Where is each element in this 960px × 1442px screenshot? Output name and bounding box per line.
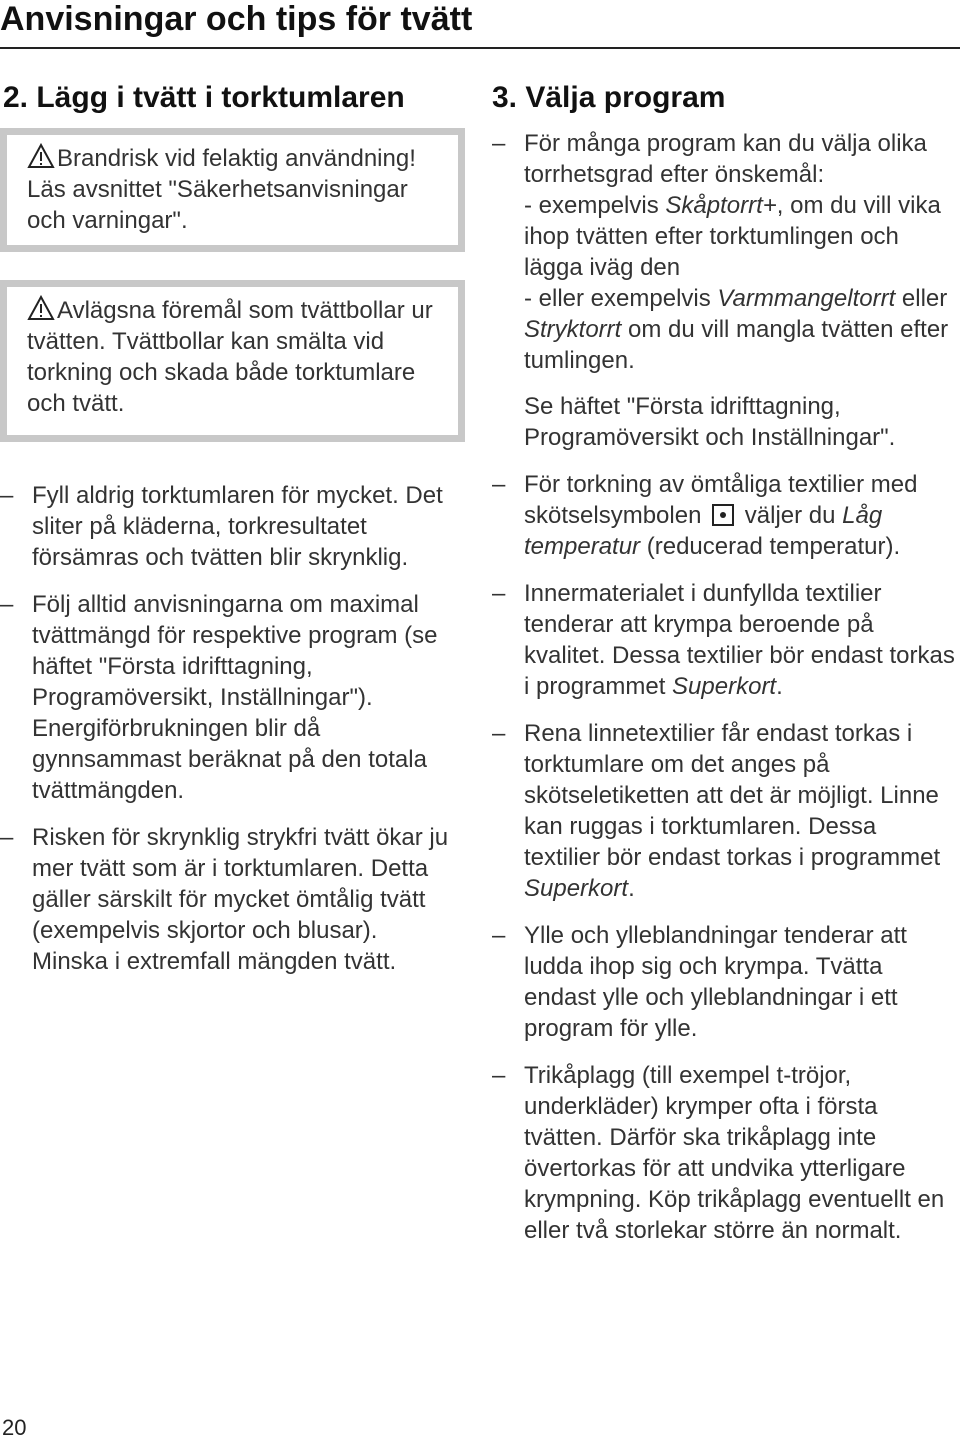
warning-text-fire: Brandrisk vid felaktig användning! Läs avsnittet "Säkerhetsanvisningar och varningar". <box>27 145 416 234</box>
list-item: – För torkning av ömtåliga textilier med skötselsymbolen väljer du Låg temperatur (reducerad temperatur). <box>492 471 918 560</box>
page-number: 20 <box>2 1415 27 1440</box>
list-item: – För många program kan du välja olika torrhetsgrad efter önskemål: - exempelvis Skåptorrt+, om du vill vika ihop tvätten efter torktumlingen och lägga iväg den - eller exempelvis Varmmangeltorrt eller Stryktorrt om du vill mangla tvätten efter tumlingen. Se häftet "Första idrifttagning, Programöversikt och Inställningar". <box>492 130 949 451</box>
warning-box-fire <box>0 128 465 252</box>
page-title: Anvisningar och tips för tvätt <box>0 0 473 38</box>
list-item: – Rena linnetextilier får endast torkas i torktumlare om det anges på skötseletiketten att det är möjligt. Linne kan ruggas i torktumlaren. Dessa textilier bör endast torkas i programmet Superkort. <box>492 720 941 902</box>
program-list <box>492 128 957 1246</box>
section-heading-load: 2. Lägg i tvätt i torktumlaren <box>3 81 405 114</box>
title-divider <box>0 47 960 49</box>
left-column <box>0 78 455 977</box>
right-column <box>492 78 957 1246</box>
list-item: – Trikåplagg (till exempel t-tröjor, underkläder) krymper ofta i första tvätten. Därför ska trikåplagg inte övertorkas för att undvika ytterligare krympning. Köp trikåplagg eventuellt en eller två storlekar större än normalt. <box>492 1062 945 1244</box>
warning-box-balls <box>0 280 465 442</box>
list-item: – Ylle och ylleblandningar tenderar att ludda ihop sig och krympa. Tvätta endast ylle och ylleblandningar i ett program för ylle. <box>492 922 907 1042</box>
warning-triangle-icon <box>27 143 55 169</box>
load-list <box>0 480 455 977</box>
section-heading-program: 3. Välja program <box>492 81 726 114</box>
tumble-dry-low-icon <box>712 504 734 526</box>
list-item: – Fyll aldrig torktumlaren för mycket. Det sliter på kläderna, torkresultatet försämras och tvätten blir skrynklig. <box>0 482 443 571</box>
list-item: – Följ alltid anvisningarna om maximal tvättmängd för respektive program (se häftet "Första idrifttagning, Programöversikt, Inställningar"). Energiförbrukningen blir då gynnsammast beräknat på den totala tvättmängden. <box>0 591 438 804</box>
warning-text-balls: Avlägsna föremål som tvättbollar ur tvätten. Tvättbollar kan smälta vid torkning och skada både torktumlare och tvätt. <box>27 297 433 417</box>
list-item: – Innermaterialet i dunfyllda textilier tenderar att krympa beroende på kvalitet. Dessa textilier bör endast torkas i programmet Superkort. <box>492 580 955 700</box>
warning-triangle-icon <box>27 295 55 321</box>
list-item: – Risken för skrynklig strykfri tvätt ökar ju mer tvätt som är i torktumlaren. Detta gäller särskilt för mycket ömtålig tvätt (exempelvis skjortor och blusar). Minska i extremfall mängden tvätt. <box>0 824 449 975</box>
